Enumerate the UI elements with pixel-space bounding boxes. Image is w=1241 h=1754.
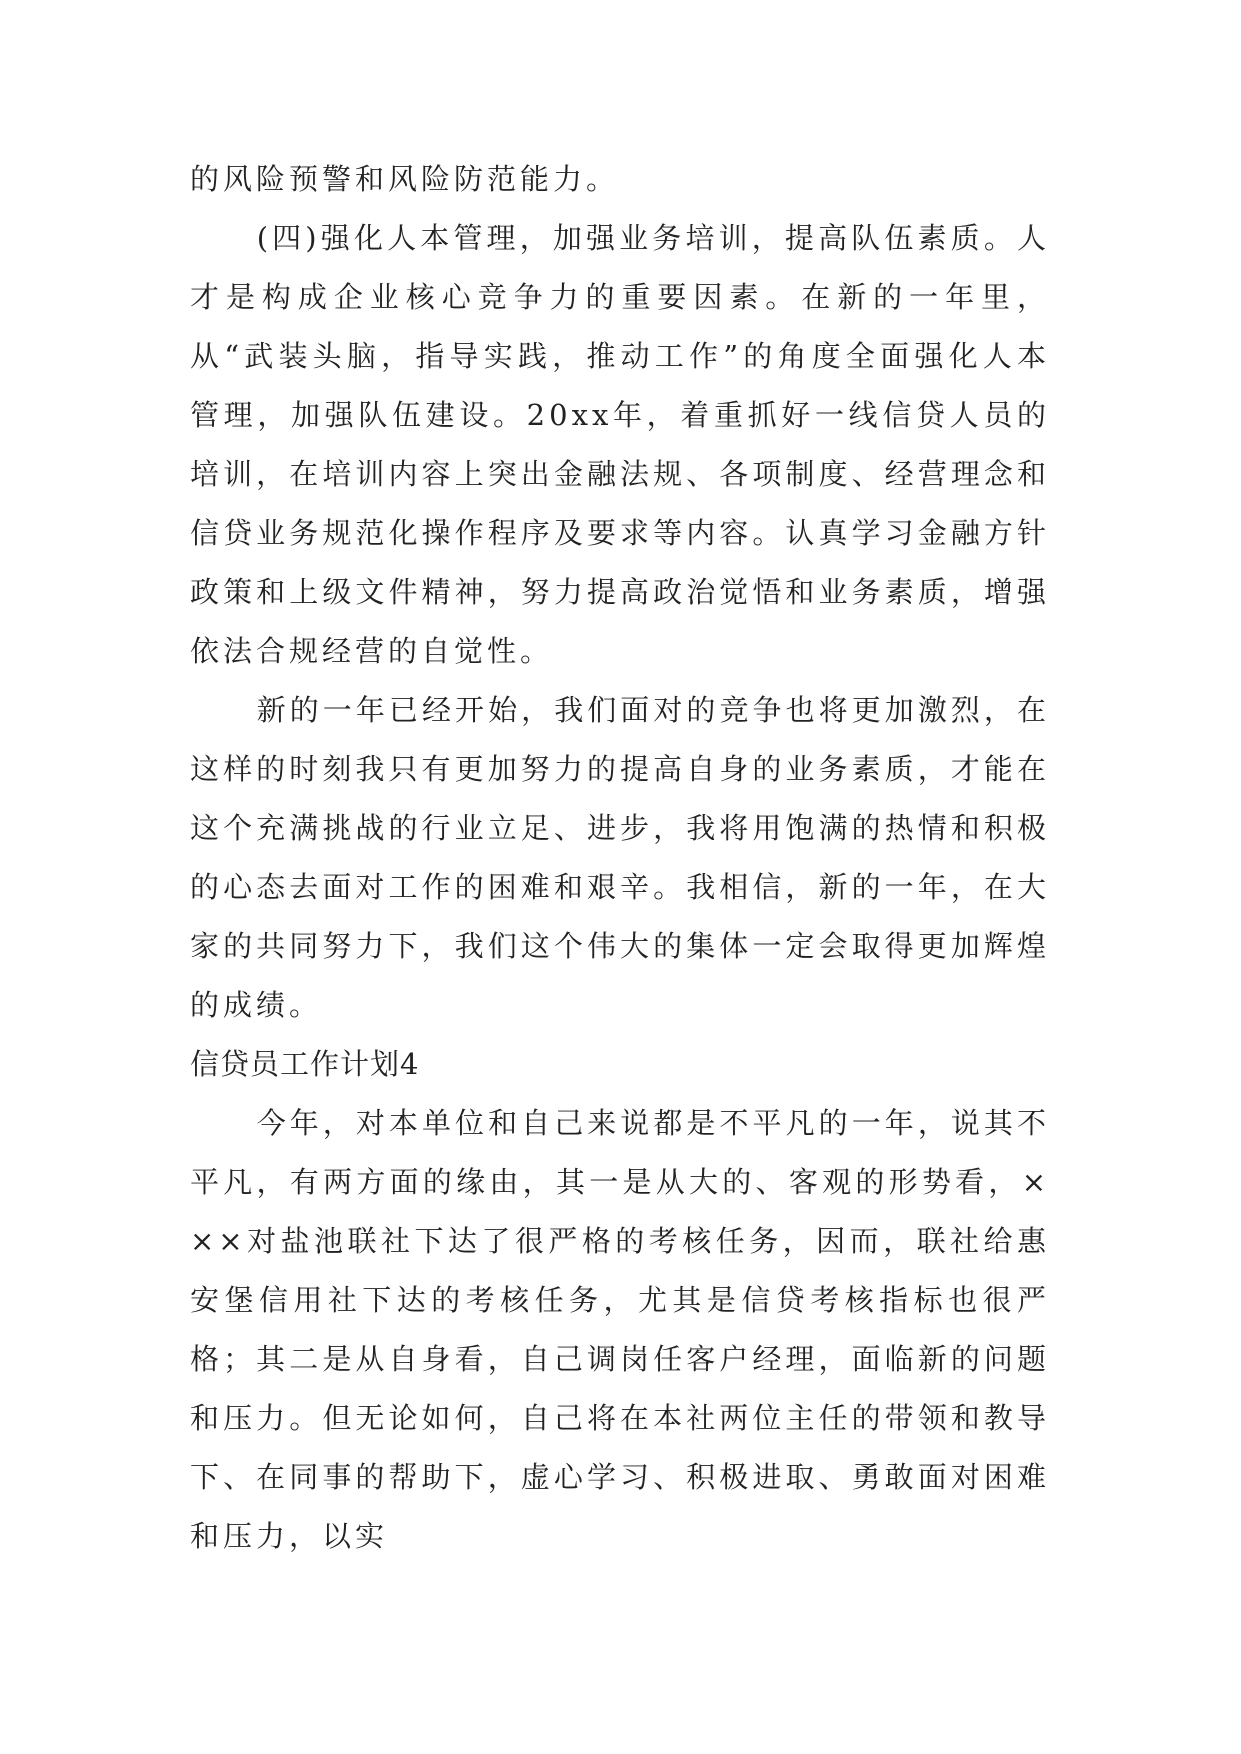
paragraph-this-year: 今年，对本单位和自己来说都是不平凡的一年，说其不平凡，有两方面的缘由，其一是从大的、客观的形势看，×××对盐池联社下达了很严格的考核任务，因而，联社给惠安堡信用社下达的考核任务，尤其是信贷考核指标也很严格；其二是从自身看，自己调岗任客户经理，面临新的问题和压力。但无论如何，自己将在本社两位主任的带领和教导下、在同事的帮助下，虚心学习、积极进取、勇敢面对困难和压力，以实 — [190, 1106, 1050, 1553]
paragraph-training: (四)强化人本管理，加强业务培训，提高队伍素质。人才是构成企业核心竞争力的重要因素。在新的一年里，从“武装头脑，指导实践，推动工作”的角度全面强化人本管理，加强队伍建设。20xx年，着重抓好一线信贷人员的培训，在培训内容上突出金融法规、各项制度、经营理念和信贷业务规范化操作程序及要求等内容。认真学习金融方针政策和上级文件精神，努力提高政治觉悟和业务素质，增强依法合规经营的自觉性。 — [190, 221, 1050, 668]
section-heading: 信贷员工作计划4 — [190, 1047, 420, 1081]
paragraph-continuation: 的风险预警和风险防范能力。 — [190, 162, 620, 196]
paragraph-new-year: 新的一年已经开始，我们面对的竞争也将更加激烈，在这样的时刻我只有更加努力的提高自身的业务素质，才能在这个充满挑战的行业立足、进步，我将用饱满的热情和积极的心态去面对工作的困难和艰辛。我相信，新的一年，在大家的共同努力下，我们这个伟大的集体一定会取得更加辉煌的成绩。 — [190, 693, 1050, 1022]
document-body — [190, 150, 1050, 1566]
